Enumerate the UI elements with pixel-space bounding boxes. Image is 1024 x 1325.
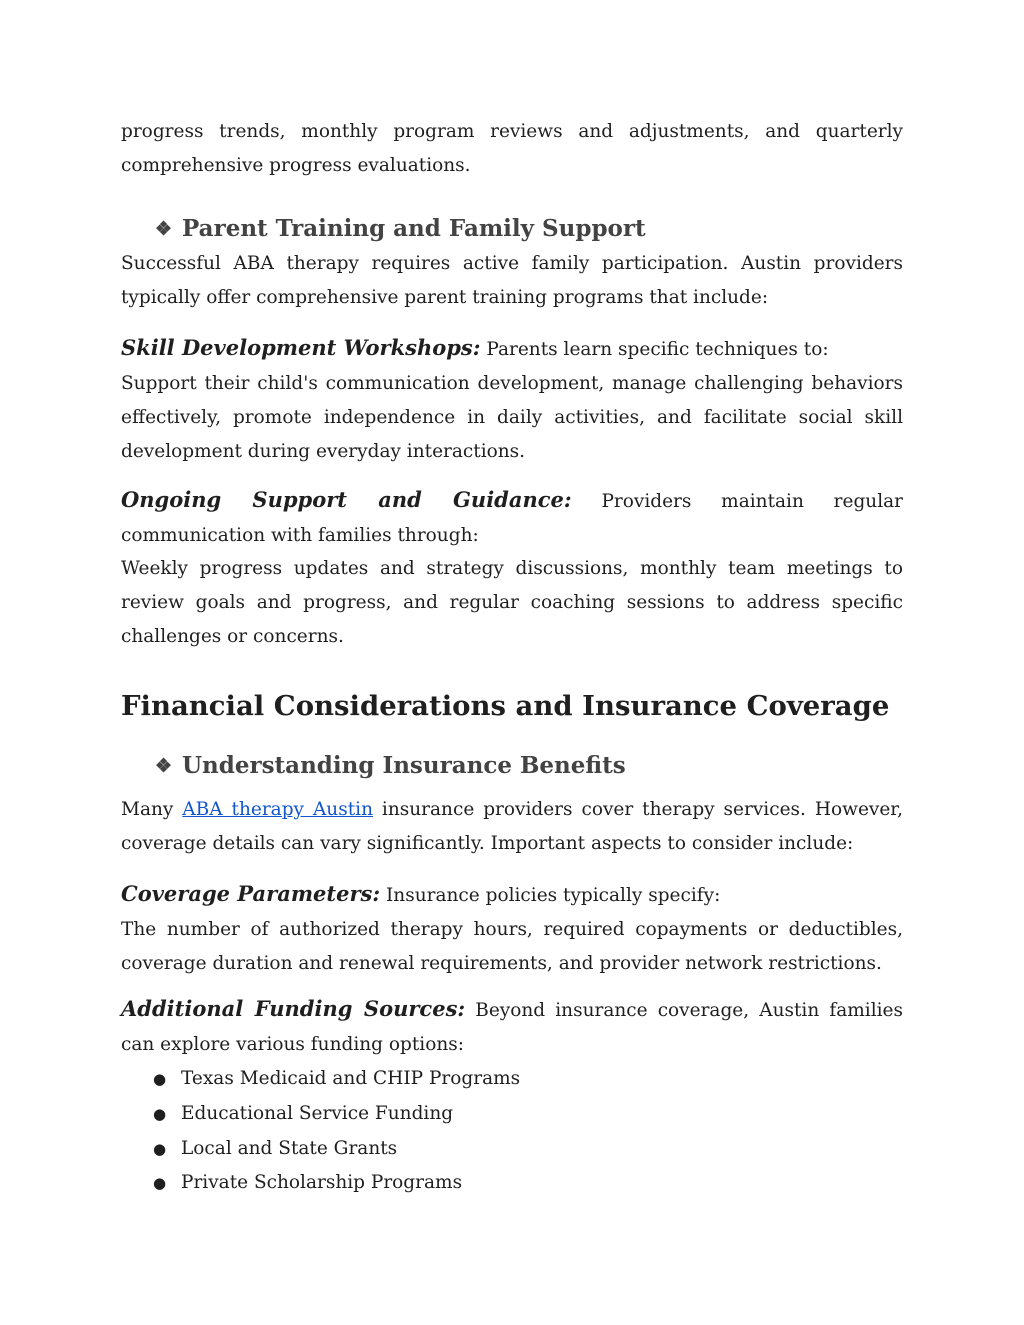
intro-paragraph: progress trends, monthly program reviews and adjustments, and quarterly comprehensive progress evaluations. [121, 121, 903, 177]
bullet-dot-icon: ● [153, 1104, 167, 1123]
diamond-bullet-icon: ❖ [155, 755, 173, 777]
funding-sources-lead: Additional Funding Sources: [121, 996, 466, 1021]
section-heading-insurance [121, 751, 915, 781]
funding-sources-paragraph [121, 992, 903, 1062]
skill-development-lead: Skill Development Workshops: [121, 335, 481, 360]
coverage-parameters-rest: Insurance policies typically specify: [380, 885, 721, 906]
parent-training-intro: Successful ABA therapy requires active family participation. Austin providers typically offer comprehensive parent training programs that include: [121, 253, 903, 309]
section-title: Parent Training and Family Support [182, 215, 646, 242]
coverage-parameters-line [121, 877, 903, 913]
ongoing-support-rest: Providers maintain regular communication with families through: [121, 491, 903, 547]
bullet-dot-icon: ● [153, 1139, 167, 1158]
diamond-bullet-icon: ❖ [155, 218, 173, 240]
insurance-intro [121, 793, 903, 861]
section-title: Understanding Insurance Benefits [182, 752, 626, 779]
funding-sources-rest: Beyond insurance coverage, Austin families can explore various funding options: [121, 1000, 903, 1056]
skill-development-line [121, 331, 903, 367]
bullet-dot-icon: ● [153, 1174, 167, 1193]
coverage-parameters-lead: Coverage Parameters: [121, 881, 381, 906]
insurance-intro-before: Many [121, 799, 183, 820]
list-item: ● Texas Medicaid and CHIP Programs [121, 1062, 903, 1097]
insurance-intro-after: insurance providers cover therapy services. However, coverage details can vary significantly. Important aspects to consider include: [121, 799, 903, 855]
ongoing-support-lead: Ongoing Support and Guidance: [121, 487, 572, 512]
bullet-dot-icon: ● [153, 1070, 167, 1088]
section-heading-parent-training [121, 214, 915, 244]
financial-heading: Financial Considerations and Insurance Coverage [121, 690, 890, 722]
skill-development-rest: Parents learn specific techniques to: [480, 339, 829, 360]
list-item: ● Educational Service Funding [121, 1097, 903, 1132]
ongoing-support-paragraph [121, 483, 903, 553]
list-item: ● Local and State Grants [121, 1132, 903, 1167]
ongoing-support-body: Weekly progress updates and strategy discussions, monthly team meetings to review goals and progress, and regular coaching sessions to address specific challenges or concerns. [121, 558, 903, 648]
funding-options-list [121, 1062, 903, 1201]
coverage-parameters-body: The number of authorized therapy hours, required copayments or deductibles, coverage duration and renewal requirements, and provider network restrictions. [121, 919, 903, 975]
list-item: ● Private Scholarship Programs [121, 1166, 903, 1201]
aba-therapy-austin-link[interactable]: ABA therapy Austin [182, 799, 373, 820]
skill-development-body: Support their child's communication development, manage challenging behaviors effectively, promote independence in daily activities, and facilitate social skill development during everyday interactions. [121, 373, 903, 463]
